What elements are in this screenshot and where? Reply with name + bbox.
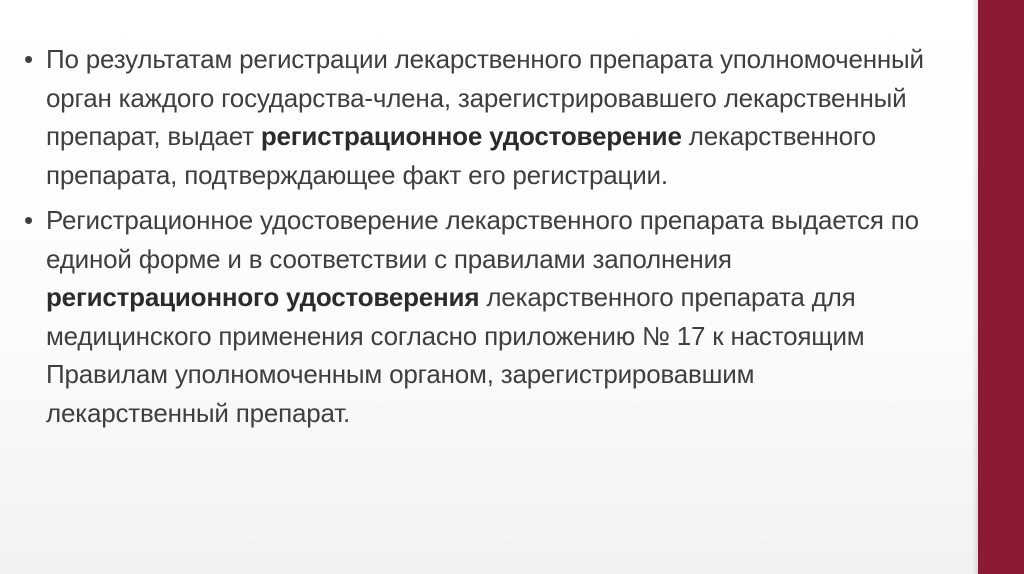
accent-bar [978,0,1024,574]
bullet-text-segment: лекарственного препарата, подтверждающее факт его регистрации. [46,121,876,190]
bullet-marker: • [24,44,33,74]
bullet-text-segment: Регистрационное удостоверение лекарственного препарата выдается по единой форме и в соответствии с правилами заполнения [46,205,919,274]
bullet-item [24,40,924,194]
bullet-marker: • [24,205,33,235]
bullet-list [24,40,924,432]
bullet-text-bold: регистрационного удостоверения [46,282,480,312]
slide-content [24,40,924,439]
bullet-text-bold: регистрационное удостоверение [260,121,682,151]
bullet-item [24,201,924,432]
bullet-text-segment: По результатам регистрации лекарственного препарата уполномоченный орган каждого государства-члена, зарегистрировавшего лекарственный препарат, выдает [46,44,924,151]
bullet-text-segment: лекарственного препарата для медицинского применения согласно приложению № 17 к настоящим Правилам уполномоченным органом, зарегистрировавшим лекарственный препарат. [46,282,865,428]
